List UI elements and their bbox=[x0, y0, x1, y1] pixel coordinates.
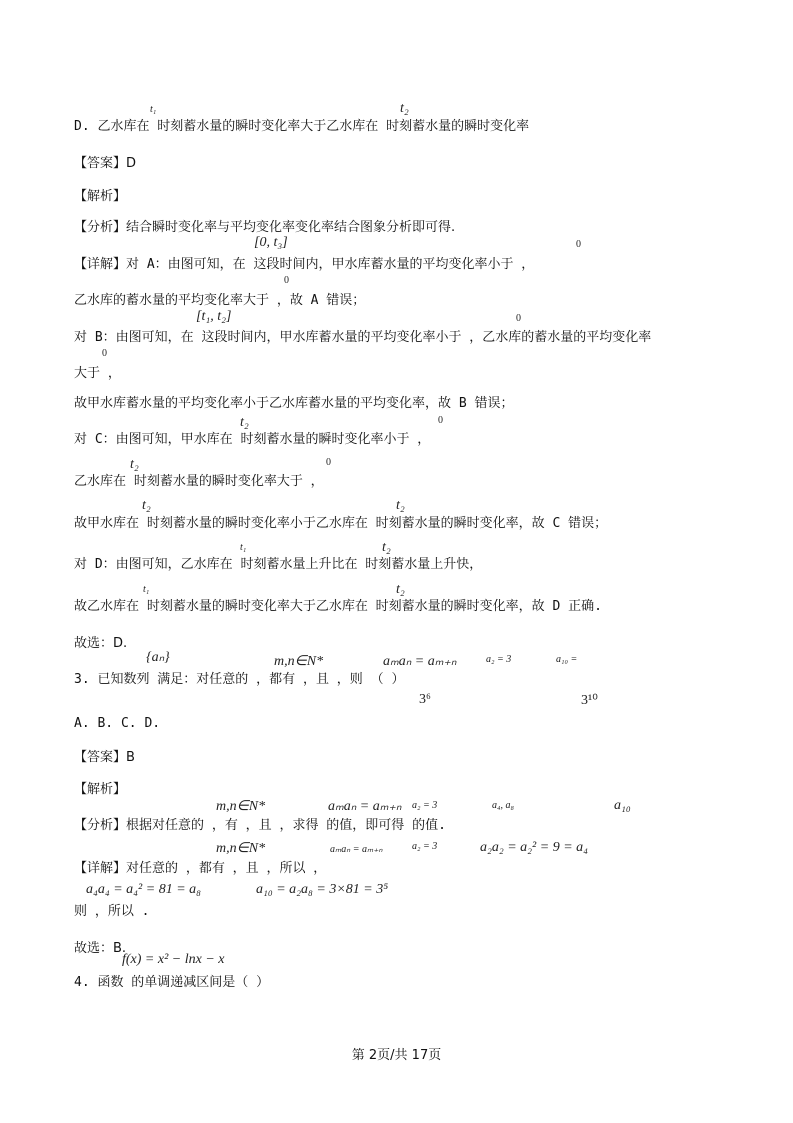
answer-2: 【答案】D bbox=[74, 156, 137, 171]
xiangjie-2-a-line2: 乙水库的蓄水量的平均变化率大于 ，故 A 错误； bbox=[74, 293, 366, 308]
math-zero: 0 bbox=[102, 348, 107, 359]
fenxi-2: 【分析】结合瞬时变化率与平均变化率变化率结合图象分析即可得. bbox=[74, 220, 456, 235]
xiangjie-2-c-line2: 乙水库在 时刻蓄水量的瞬时变化率大于 ， bbox=[74, 474, 324, 489]
math-a10-eq: a₁₀ = bbox=[556, 654, 578, 665]
question-3: 3. 已知数列 满足：对任意的 ，都有 ，且 ，则 （ ） bbox=[74, 672, 405, 687]
math-t2: t₂ bbox=[396, 498, 405, 513]
math-zero: 0 bbox=[576, 239, 581, 250]
xiangjie-3-line1: 【详解】对任意的 ，都有 ，且 ，所以 ， bbox=[74, 861, 327, 876]
math-t2: t₂ bbox=[142, 498, 151, 513]
answer-3: 【答案】B bbox=[74, 750, 135, 765]
math-t2: t₂ bbox=[130, 457, 139, 472]
page-footer: 第 2页/共 17页 bbox=[351, 1048, 442, 1063]
math-seq-an: {aₙ} bbox=[146, 650, 170, 665]
math-t2: t₂ bbox=[400, 101, 409, 116]
xiangjie-2-d-line2: 故乙水库在 时刻蓄水量的瞬时变化率大于乙水库在 时刻蓄水量的瞬时变化率，故 D 正确. bbox=[74, 599, 602, 614]
xiangjie-2-a-line1: 【详解】对 A：由图可知，在 这段时间内，甲水库蓄水量的平均变化率小于 ， bbox=[74, 257, 535, 272]
question-4: 4. 函数 的单调递减区间是（ ） bbox=[74, 975, 270, 990]
analysis-3-label: 【解析】 bbox=[74, 782, 127, 797]
math-am-an: aₘaₙ = aₘ₊ₙ bbox=[330, 844, 383, 855]
math-mn-in-N: m,n∈N* bbox=[216, 799, 266, 814]
math-interval-t1-t2: [t₁, t₂] bbox=[196, 309, 232, 324]
xiangjie-3-line2: 则 ，所以 . bbox=[74, 904, 150, 919]
math-a2-eq-3: a₂ = 3 bbox=[486, 654, 512, 665]
math-mn-in-N: m,n∈N* bbox=[216, 841, 266, 856]
math-zero: 0 bbox=[284, 275, 289, 286]
math-am-an: aₘaₙ = aₘ₊ₙ bbox=[383, 654, 457, 669]
math-zero: 0 bbox=[516, 313, 521, 324]
xiangjie-2-b-line2: 大于 ， bbox=[74, 366, 121, 381]
option-d-text: D. 乙水库在 时刻蓄水量的瞬时变化率大于乙水库在 时刻蓄水量的瞬时变化率 bbox=[74, 119, 530, 134]
math-a4-a8: a₄, a₈ bbox=[492, 800, 514, 811]
select-2: 故选：D. bbox=[74, 636, 128, 651]
math-a10: a₁₀ bbox=[614, 798, 631, 813]
math-a2-eq-3: a₂ = 3 bbox=[412, 841, 438, 852]
math-fx: f(x) = x² − lnx − x bbox=[122, 952, 225, 967]
math-3-pow-6: 3⁶ bbox=[419, 692, 431, 707]
xiangjie-2-c-line3: 故甲水库在 时刻蓄水量的瞬时变化率小于乙水库在 时刻蓄水量的瞬时变化率，故 C 错误； bbox=[74, 516, 608, 531]
analysis-2-label: 【解析】 bbox=[74, 189, 127, 204]
xiangjie-2-b-line3: 故甲水库蓄水量的平均变化率小于乙水库蓄水量的平均变化率，故 B 错误； bbox=[74, 396, 514, 411]
math-a2a2: a₂a₂ = a₂² = 9 = a₄ bbox=[480, 840, 589, 855]
select-3: 故选：B. bbox=[74, 941, 127, 956]
math-a10-calc: a₁₀ = a₂a₈ = 3×81 = 3⁵ bbox=[256, 882, 389, 897]
math-t1: t₁ bbox=[150, 104, 157, 115]
math-am-an: aₘaₙ = aₘ₊ₙ bbox=[328, 799, 402, 814]
math-a2-eq-3: a₂ = 3 bbox=[412, 800, 438, 811]
math-t2: t₂ bbox=[382, 540, 391, 555]
math-t1: t₁ bbox=[240, 542, 247, 553]
xiangjie-2-d-line1: 对 D：由图可知，乙水库在 时刻蓄水量上升比在 时刻蓄水量上升快， bbox=[74, 557, 483, 572]
xiangjie-2-b-line1: 对 B：由图可知，在 这段时间内，甲水库蓄水量的平均变化率小于 ，乙水库的蓄水量的平均变化率 bbox=[74, 330, 652, 345]
xiangjie-2-c-line1: 对 C：由图可知，甲水库在 时刻蓄水量的瞬时变化率小于 ， bbox=[74, 432, 431, 447]
math-t1: t₁ bbox=[143, 584, 150, 595]
math-3-pow-10: 3¹⁰ bbox=[581, 693, 598, 708]
math-t2: t₂ bbox=[240, 415, 249, 430]
math-zero: 0 bbox=[326, 457, 331, 468]
math-interval-0-t3: [0, t₃] bbox=[254, 235, 288, 250]
question-3-options: A. B. C. D. bbox=[74, 716, 161, 731]
math-mn-in-N: m,n∈N* bbox=[274, 654, 324, 669]
math-a4a4: a₄a₄ = a₄² = 81 = a₈ bbox=[86, 882, 202, 897]
fenxi-3: 【分析】根据对任意的 ，有 ，且 ，求得 的值，即可得 的值. bbox=[74, 818, 446, 833]
math-t2: t₂ bbox=[396, 582, 405, 597]
math-zero: 0 bbox=[438, 415, 443, 426]
